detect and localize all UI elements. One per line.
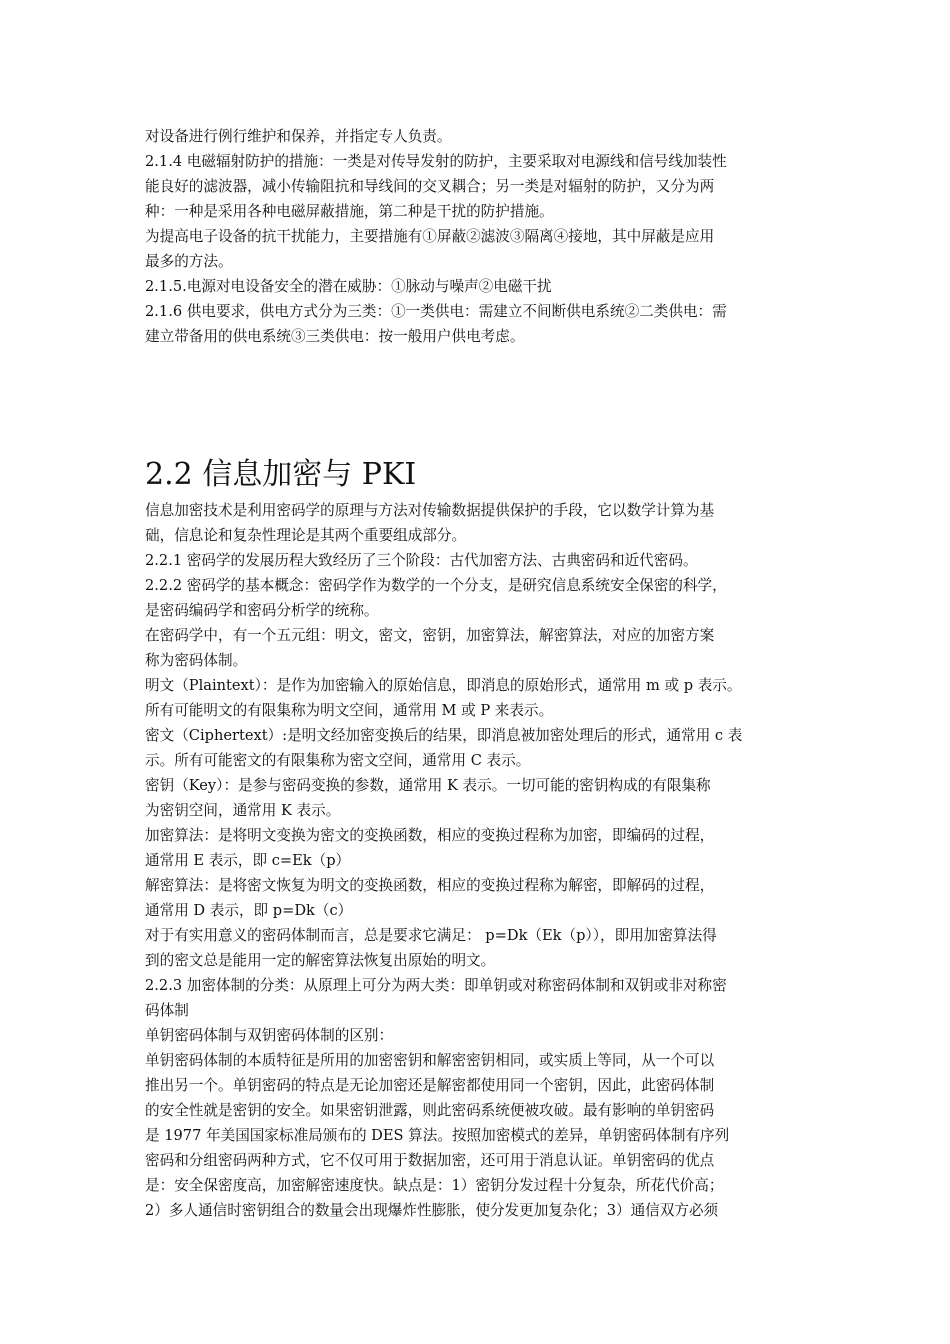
text-line: 础，信息论和复杂性理论是其两个重要组成部分。 bbox=[145, 527, 467, 544]
text-line: 是：安全保密度高，加密解密速度快。缺点是：1）密钥分发过程十分复杂，所花代价高； bbox=[145, 1177, 724, 1194]
text-line: 2）多人通信时密钥组合的数量会出现爆炸性膨胀，使分发更加复杂化；3）通信双方必须 bbox=[145, 1202, 719, 1219]
text-line: 2.2.2 密码学的基本概念：密码学作为数学的一个分支，是研究信息系统安全保密的科学， bbox=[145, 577, 727, 594]
text-line: 是密码编码学和密码分析学的统称。 bbox=[145, 602, 379, 619]
text-line: 单钥密码体制与双钥密码体制的区别： bbox=[145, 1027, 394, 1044]
section-2-2 bbox=[145, 455, 825, 1223]
text-line: 为密钥空间，通常用 K 表示。 bbox=[145, 802, 341, 819]
text-line: 明文（Plaintext）：是作为加密输入的原始信息，即消息的原始形式，通常用 m 或 p 表示。 bbox=[145, 677, 742, 694]
text-line: 在密码学中，有一个五元组：明文，密文，密钥，加密算法，解密算法，对应的加密方案 bbox=[145, 627, 715, 644]
section-heading: 2.2 信息加密与 PKI bbox=[145, 457, 417, 492]
text-line: 称为密码体制。 bbox=[145, 652, 248, 669]
text-line: 能良好的滤波器，减小传输阻抗和导线间的交叉耦合；另一类是对辐射的防护，又分为两 bbox=[145, 178, 715, 195]
text-line: 为提高电子设备的抗干扰能力，主要措施有①屏蔽②滤波③隔离④接地，其中屏蔽是应用 bbox=[145, 228, 715, 245]
top-text-block bbox=[145, 124, 825, 349]
text-line: 种：一种是采用各种电磁屏蔽措施，第二种是干扰的防护措施。 bbox=[145, 203, 554, 220]
text-line: 所有可能明文的有限集称为明文空间，通常用 M 或 P 来表示。 bbox=[145, 702, 554, 719]
text-line: 密文（Ciphertext）:是明文经加密变换后的结果，即消息被加密处理后的形式，通常用 c 表 bbox=[145, 727, 743, 744]
text-line: 的安全性就是密钥的安全。如果密钥泄露，则此密码系统便被攻破。最有影响的单钥密码 bbox=[145, 1102, 715, 1119]
text-line: 密钥（Key）：是参与密码变换的参数，通常用 K 表示。一切可能的密钥构成的有限集称 bbox=[145, 777, 711, 794]
text-line: 对设备进行例行维护和保养，并指定专人负责。 bbox=[145, 128, 452, 145]
text-line: 建立带备用的供电系统③三类供电：按一般用户供电考虑。 bbox=[145, 328, 525, 345]
text-line: 2.1.4 电磁辐射防护的措施：一类是对传导发射的防护，主要采取对电源线和信号线加装性 bbox=[145, 153, 727, 170]
text-line: 信息加密技术是利用密码学的原理与方法对传输数据提供保护的手段，它以数学计算为基 bbox=[145, 502, 715, 519]
text-line: 2.1.6 供电要求，供电方式分为三类：①一类供电：需建立不间断供电系统②二类供电：需 bbox=[145, 303, 727, 320]
text-line: 通常用 D 表示，即 p=Dk（c） bbox=[145, 902, 353, 919]
text-line: 密码和分组密码两种方式，它不仅可用于数据加密，还可用于消息认证。单钥密码的优点 bbox=[145, 1152, 715, 1169]
text-line: 解密算法：是将密文恢复为明文的变换函数，相应的变换过程称为解密，即解码的过程， bbox=[145, 877, 715, 894]
text-line: 码体制 bbox=[145, 1002, 189, 1019]
text-line: 最多的方法。 bbox=[145, 253, 233, 270]
text-line: 单钥密码体制的本质特征是所用的加密密钥和解密密钥相同，或实质上等同，从一个可以 bbox=[145, 1052, 715, 1069]
text-line: 是 1977 年美国国家标准局颁布的 DES 算法。按照加密模式的差异，单钥密码体制有序列 bbox=[145, 1127, 730, 1144]
text-line: 通常用 E 表示，即 c=Ek（p） bbox=[145, 852, 351, 869]
text-line: 推出另一个。单钥密码的特点是无论加密还是解密都使用同一个密钥，因此，此密码体制 bbox=[145, 1077, 715, 1094]
text-line: 加密算法：是将明文变换为密文的变换函数，相应的变换过程称为加密，即编码的过程， bbox=[145, 827, 715, 844]
text-line: 对于有实用意义的密码体制而言，总是要求它满足： p=Dk（Ek（p）），即用加密算法得 bbox=[145, 927, 717, 944]
text-line: 2.1.5.电源对电设备安全的潜在威胁：①脉动与噪声②电磁干扰 bbox=[145, 278, 552, 295]
text-line: 2.2.3 加密体制的分类：从原理上可分为两大类：即单钥或对称密码体制和双钥或非对称密 bbox=[145, 977, 727, 994]
text-line: 到的密文总是能用一定的解密算法恢复出原始的明文。 bbox=[145, 952, 496, 969]
text-line: 示。所有可能密文的有限集称为密文空间，通常用 C 表示。 bbox=[145, 752, 531, 769]
text-line: 2.2.1 密码学的发展历程大致经历了三个阶段：古代加密方法、古典密码和近代密码。 bbox=[145, 552, 698, 569]
